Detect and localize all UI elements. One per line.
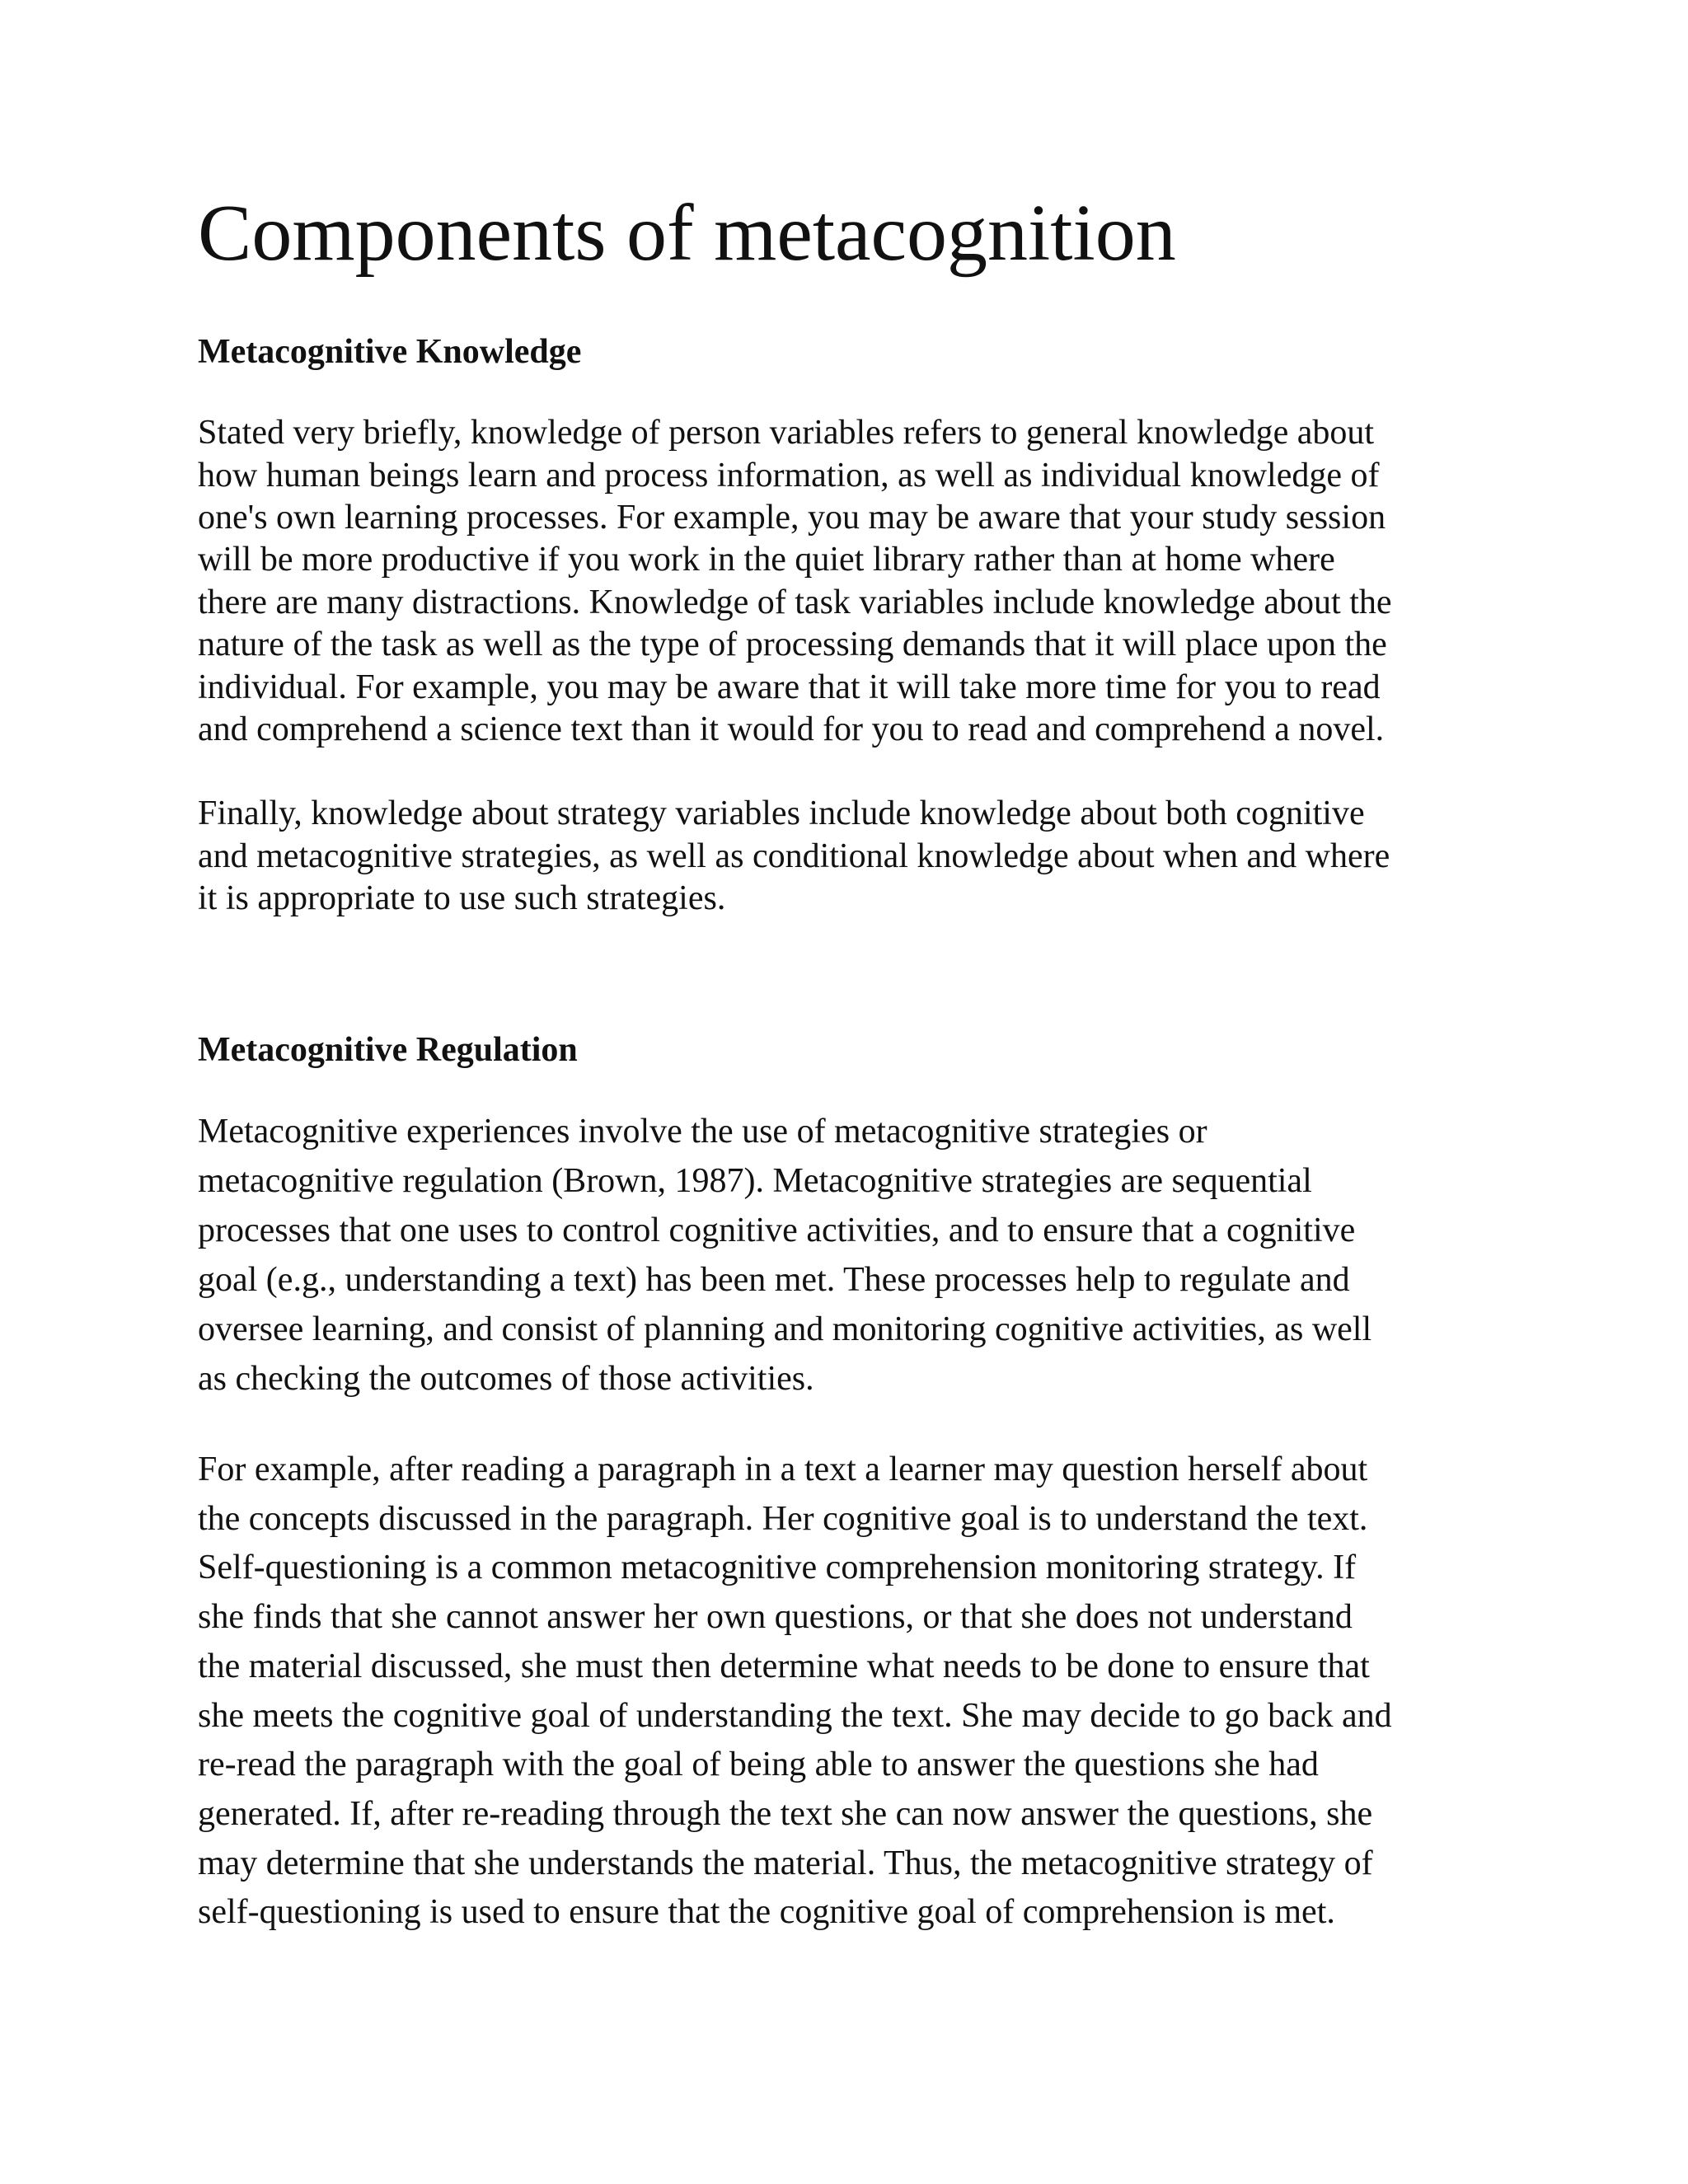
text-line: as checking the outcomes of those activities. — [198, 1360, 814, 1399]
text-line: Finally, knowledge about strategy variables include knowledge about both cognitive — [198, 794, 1365, 833]
text-line: she meets the cognitive goal of understanding the text. She may decide to go back and — [198, 1696, 1392, 1735]
text-line: she finds that she cannot answer her own questions, or that she does not understand — [198, 1598, 1353, 1637]
text-line: the concepts discussed in the paragraph. Her cognitive goal is to understand the text. — [198, 1499, 1368, 1538]
text-line: individual. For example, you may be aware that it will take more time for you to read — [198, 668, 1381, 706]
paragraph-knowledge-variables — [198, 412, 1484, 751]
text-line: it is appropriate to use such strategies. — [198, 879, 726, 918]
paragraph-strategy-variables — [198, 793, 1484, 920]
text-line: goal (e.g., understanding a text) has been met. These processes help to regulate and — [198, 1261, 1350, 1300]
text-line: metacognitive regulation (Brown, 1987). Metacognitive strategies are sequential — [198, 1162, 1312, 1201]
text-line: Self-questioning is a common metacognitive comprehension monitoring strategy. If — [198, 1549, 1357, 1587]
document-content — [198, 190, 1484, 1938]
text-line: how human beings learn and process information, as well as individual knowledge of — [198, 456, 1380, 494]
text-line: may determine that she understands the material. Thus, the metacognitive strategy of — [198, 1844, 1373, 1882]
text-line: nature of the task as well as the type of processing demands that it will place upon the — [198, 626, 1387, 664]
text-line: re-read the paragraph with the goal of being able to answer the questions she had — [198, 1746, 1319, 1784]
text-line: there are many distractions. Knowledge of task variables include knowledge about the — [198, 583, 1392, 621]
text-line: and comprehend a science text than it would for you to read and comprehend a novel. — [198, 710, 1385, 749]
text-line: Metacognitive experiences involve the use of metacognitive strategies or — [198, 1113, 1207, 1151]
text-line: will be more productive if you work in the quiet library rather than at home where — [198, 541, 1335, 579]
text-line: the material discussed, she must then determine what needs to be done to ensure that — [198, 1647, 1370, 1685]
text-line: For example, after reading a paragraph in a text a learner may question herself about — [198, 1451, 1368, 1489]
paragraph-metacognitive-experiences — [198, 1107, 1484, 1404]
text-line: Stated very briefly, knowledge of person variables refers to general knowledge about — [198, 414, 1375, 452]
text-line: self-questioning is used to ensure that the cognitive goal of comprehension is met. — [198, 1893, 1335, 1932]
text-line: one's own learning processes. For example, you may be aware that your study session — [198, 499, 1386, 537]
text-line: generated. If, after re-reading through the text she can now answer the questions, she — [198, 1794, 1373, 1833]
text-line: oversee learning, and consist of planning and monitoring cognitive activities, as well — [198, 1310, 1372, 1349]
paragraph-self-questioning-example — [198, 1446, 1484, 1938]
section-heading-metacognitive-regulation: Metacognitive Regulation — [198, 1030, 578, 1069]
text-line: processes that one uses to control cognitive activities, and to ensure that a cognitive — [198, 1212, 1356, 1250]
page-title: Components of metacognition — [198, 189, 1176, 278]
section-heading-metacognitive-knowledge: Metacognitive Knowledge — [198, 332, 582, 371]
text-line: and metacognitive strategies, as well as conditional knowledge about when and where — [198, 837, 1390, 875]
